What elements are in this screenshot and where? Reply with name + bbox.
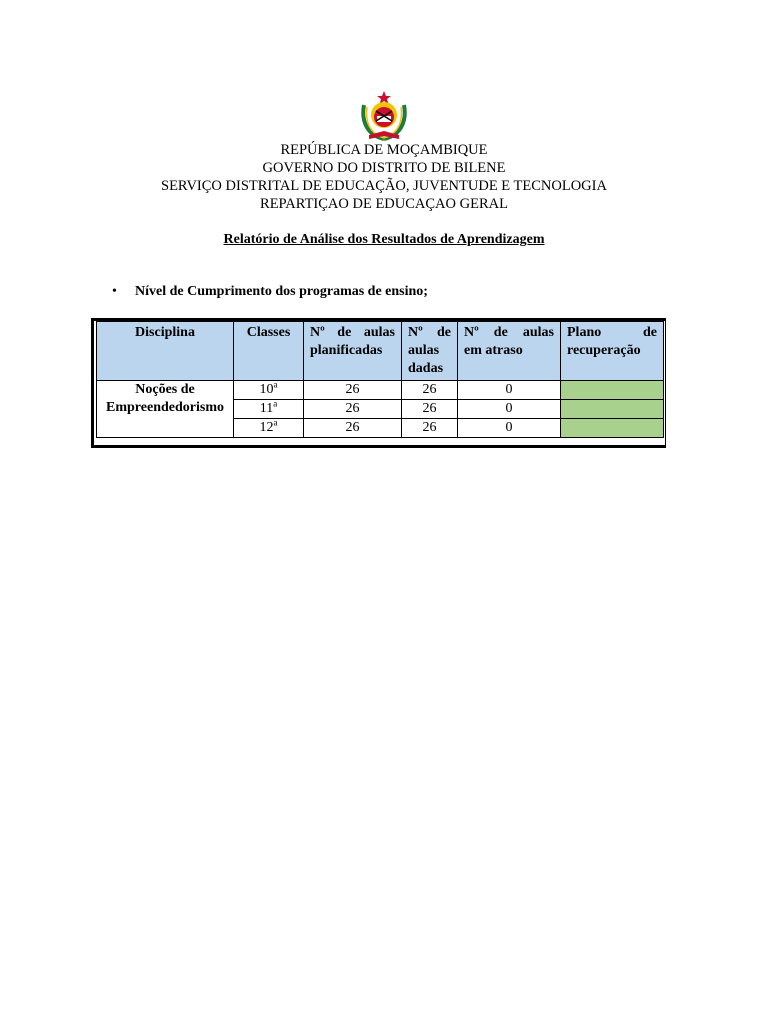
class-cell: 12$^a$	[234, 419, 304, 438]
header-line-department: REPARTIÇAO DE EDUCAÇAO GERAL	[260, 196, 508, 212]
results-table	[96, 321, 664, 438]
national-emblem-icon	[359, 89, 409, 143]
header-line-government: GOVERNO DO DISTRITO DE BILENE	[262, 160, 506, 176]
planificadas-cell: 26	[304, 400, 402, 419]
discipline-cell: Noções de Empreendedorismo	[97, 381, 234, 438]
table-header-row	[97, 322, 664, 381]
plano-cell	[561, 400, 664, 419]
class-cell: 11$^a$	[234, 400, 304, 419]
header-classes: Classes	[234, 322, 304, 381]
header-plano-recuperacao: Plano de recuperação	[561, 322, 664, 381]
planificadas-cell: 26	[304, 419, 402, 438]
report-title: Relatório de Análise dos Resultados de Aprendizagem	[223, 232, 545, 247]
header-disciplina: Disciplina	[97, 322, 234, 381]
header-line-service: SERVIÇO DISTRITAL DE EDUCAÇÃO, JUVENTUDE E TECNOLOGIA	[161, 178, 607, 194]
header-line-republic: REPÚBLICA DE MOÇAMBIQUE	[280, 142, 488, 158]
header-aulas-atraso: Nº de aulas em atraso	[458, 322, 561, 381]
atraso-cell: 0	[458, 400, 561, 419]
dadas-cell: 26	[402, 381, 458, 400]
dadas-cell: 26	[402, 400, 458, 419]
header-aulas-planificadas: Nº de aulas planificadas	[304, 322, 402, 381]
section-heading: Nível de Cumprimento dos programas de ensino;	[135, 284, 428, 299]
bullet-icon: •	[112, 284, 117, 299]
class-cell: 10$^a$	[234, 381, 304, 400]
atraso-cell: 0	[458, 381, 561, 400]
plano-cell	[561, 381, 664, 400]
planificadas-cell: 26	[304, 381, 402, 400]
dadas-cell: 26	[402, 419, 458, 438]
table-row	[97, 381, 664, 400]
header-aulas-dadas: Nº de aulas dadas	[402, 322, 458, 381]
atraso-cell: 0	[458, 419, 561, 438]
plano-cell	[561, 419, 664, 438]
